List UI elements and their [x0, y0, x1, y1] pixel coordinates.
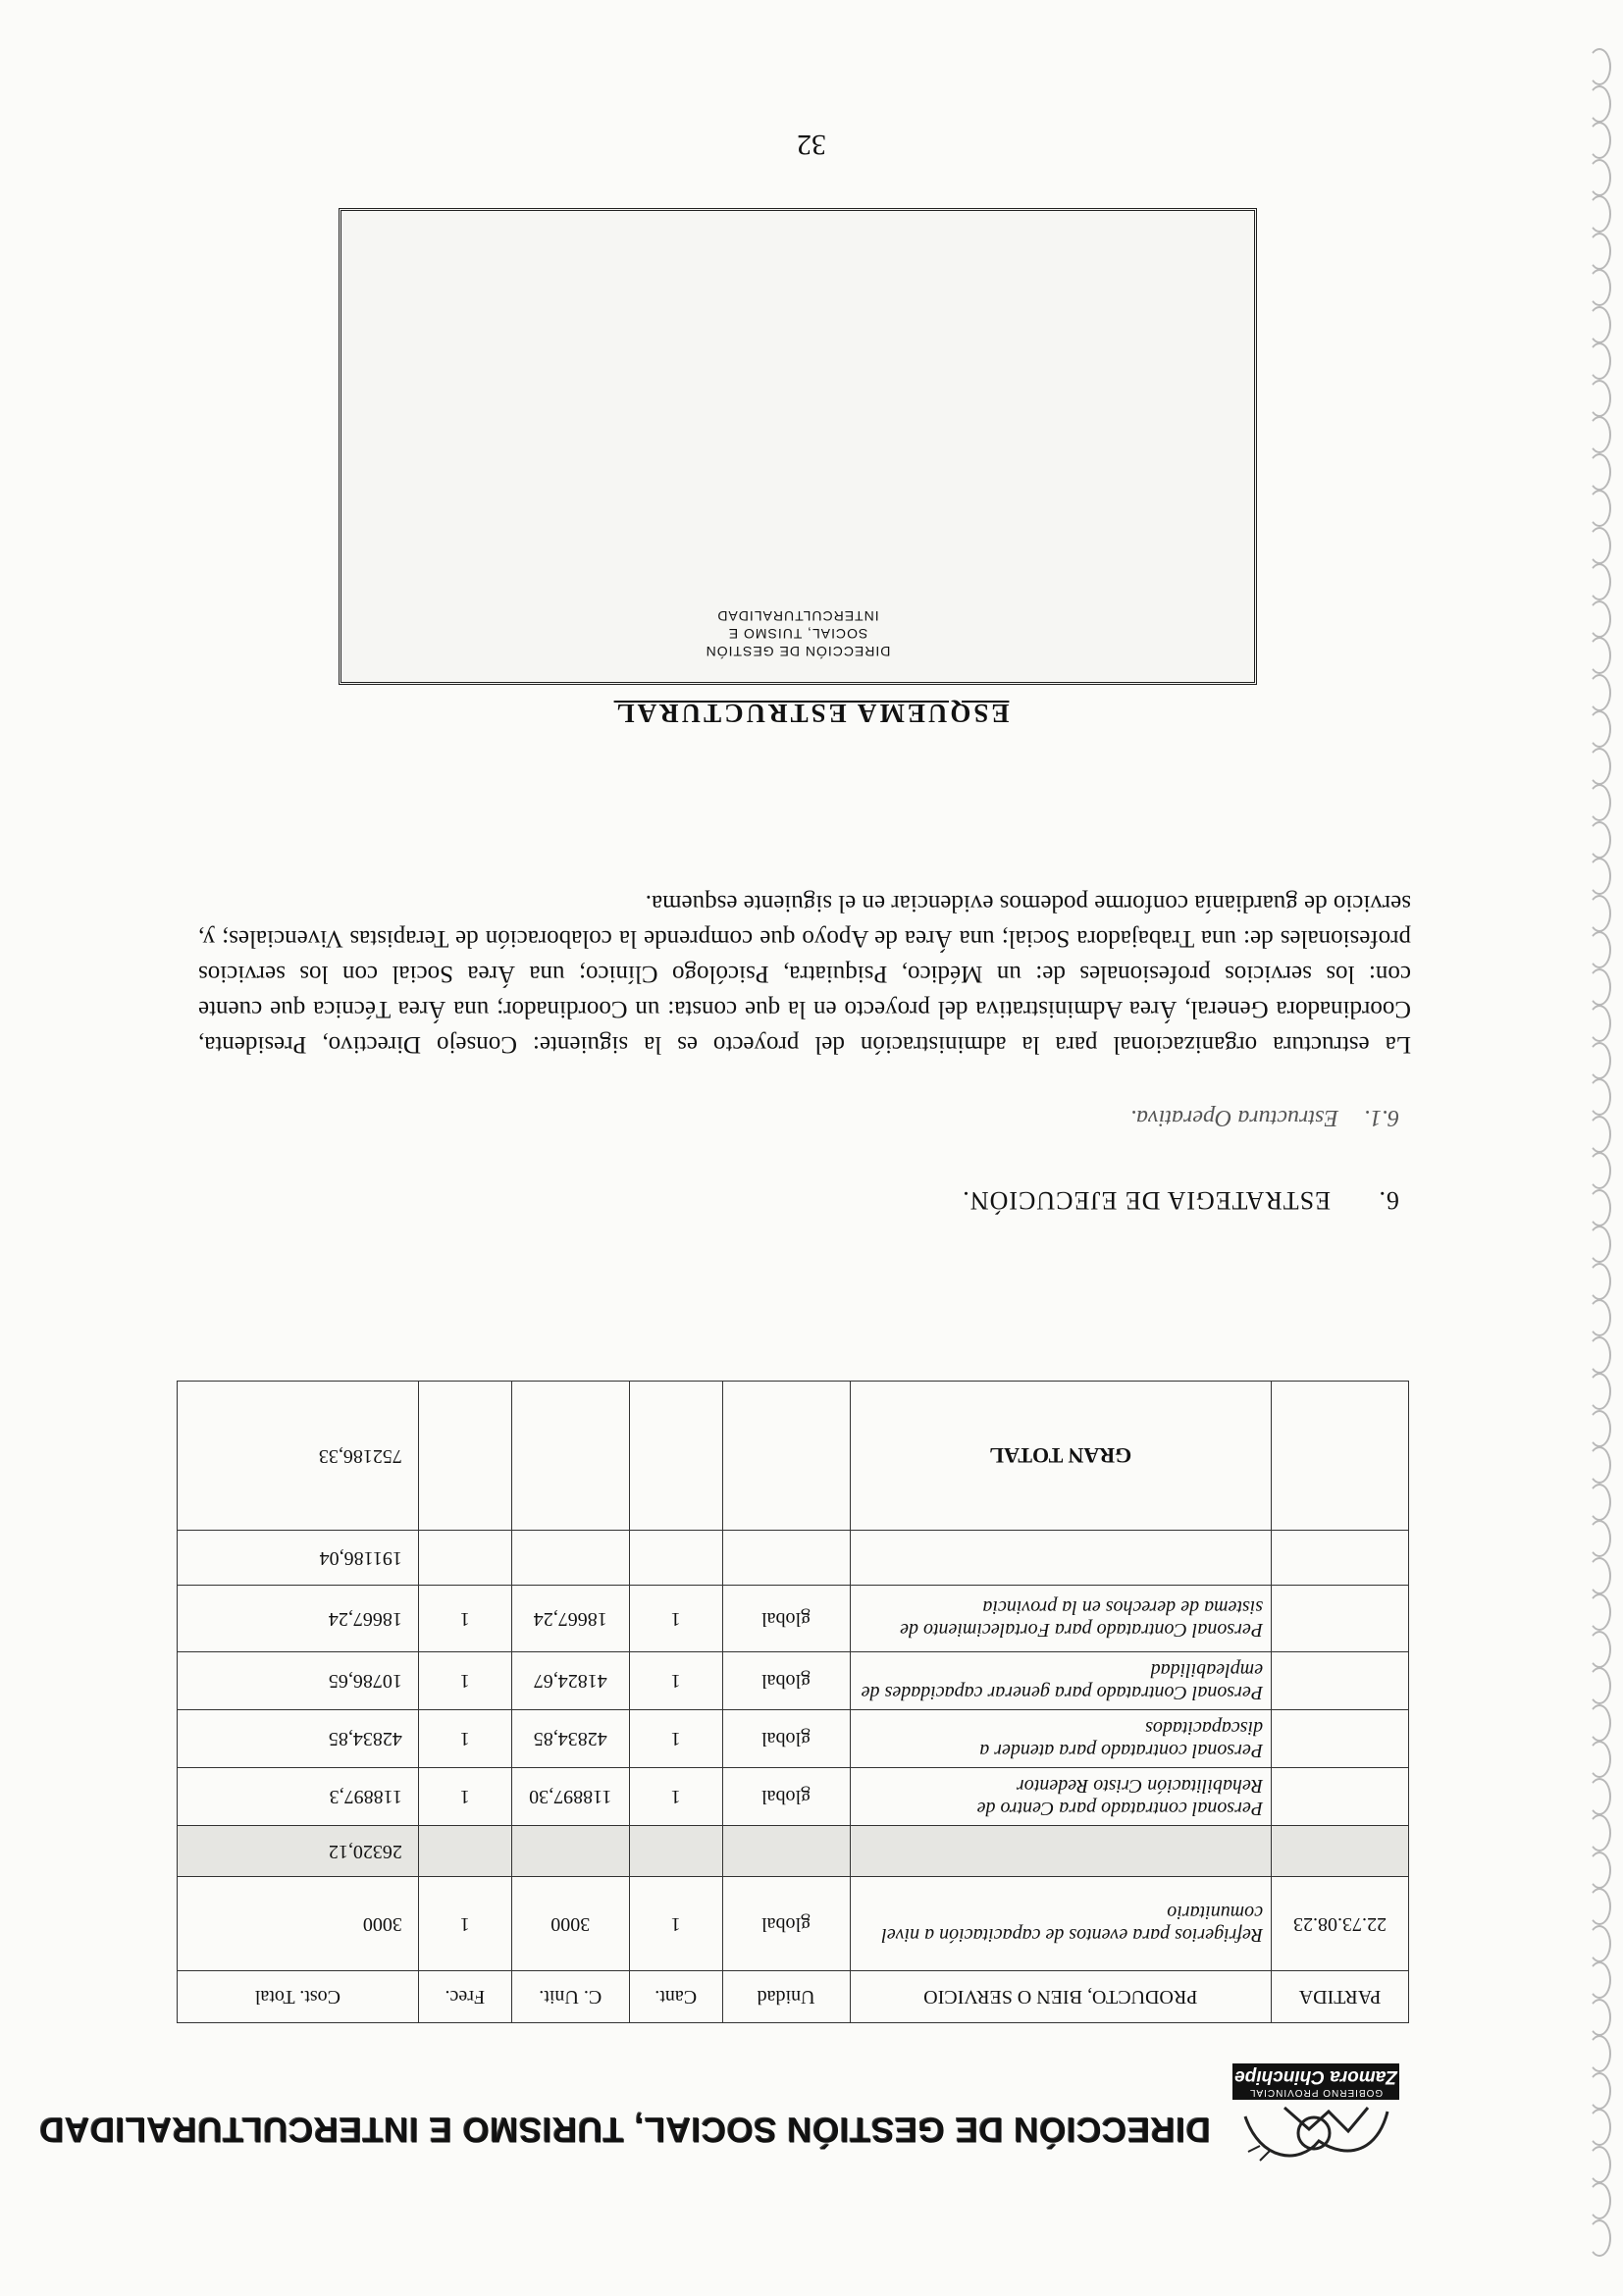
col-header-frec: Frec. — [418, 1971, 511, 2023]
binding-hole — [1588, 2219, 1611, 2257]
grand-total-value: 752186,33 — [178, 1382, 419, 1531]
binding-hole — [1588, 2183, 1611, 2220]
cell-cant — [629, 1531, 722, 1586]
binding-hole — [1588, 1594, 1611, 1632]
binding-hole — [1588, 1484, 1611, 1521]
binding-hole — [1588, 527, 1611, 564]
cell-frec — [418, 1826, 511, 1877]
binding-hole — [1588, 1447, 1611, 1485]
binding-hole — [1588, 821, 1611, 859]
col-header-c-unit: C. Unit. — [511, 1971, 629, 2023]
binding-hole — [1588, 1925, 1611, 1962]
cell-producto: Refrigerios para eventos de capacitación a nivel comunitario — [850, 1877, 1272, 1971]
section-6-1-heading — [1130, 1104, 1399, 1130]
budget-table — [177, 1381, 1409, 2023]
header-title: DIRECCIÓN DE GESTIÓN SOCIAL, TURISMO E INTERCULTURALIDAD — [38, 2111, 1211, 2149]
binding-hole — [1588, 895, 1611, 932]
cell-unidad: global — [722, 1652, 850, 1710]
binding-hole — [1588, 1521, 1611, 1558]
binding-hole — [1588, 1336, 1611, 1374]
cell-unidad: global — [722, 1710, 850, 1768]
cell-cant — [629, 1826, 722, 1877]
cell-unidad — [722, 1826, 850, 1877]
table-row — [178, 1586, 1409, 1652]
binding-hole — [1588, 1668, 1611, 1705]
cell-c-unit: 42834,85 — [511, 1710, 629, 1768]
cell-partida — [1272, 1382, 1409, 1531]
section-6-heading — [962, 1185, 1399, 1215]
document-header — [38, 2053, 1407, 2170]
cell-partida — [1272, 1652, 1409, 1710]
binding-hole — [1588, 638, 1611, 675]
cell-cost-total: 42834,85 — [178, 1710, 419, 1768]
spiral-binding — [1578, 39, 1617, 2257]
cell-unidad: global — [722, 1586, 850, 1652]
binding-hole — [1588, 1189, 1611, 1226]
binding-hole — [1588, 968, 1611, 1006]
cell-c-unit: 118897,30 — [511, 1768, 629, 1826]
table-row — [178, 1877, 1409, 1971]
cell-cost-total: 3000 — [178, 1877, 419, 1971]
cell-partida — [1272, 1531, 1409, 1586]
col-header-cant: Cant. — [629, 1971, 722, 2023]
binding-hole — [1588, 785, 1611, 822]
binding-hole — [1588, 417, 1611, 454]
cell-partida — [1272, 1586, 1409, 1652]
cell-unidad — [722, 1531, 850, 1586]
binding-hole — [1588, 1889, 1611, 1926]
cell-frec: 1 — [418, 1768, 511, 1826]
logo-emblem-icon — [1226, 2100, 1407, 2170]
binding-hole — [1588, 2110, 1611, 2147]
binding-hole — [1588, 1300, 1611, 1337]
binding-hole — [1588, 1079, 1611, 1117]
diagram-node-line: INTERCULTURALIDAD — [716, 608, 879, 624]
binding-hole — [1588, 1263, 1611, 1300]
binding-hole — [1588, 1962, 1611, 2000]
binding-hole — [1588, 1153, 1611, 1190]
binding-hole — [1588, 1557, 1611, 1594]
body-paragraph: La estructura organizacional para la administración del proyecto es la siguiente: Consejo Directivo, Presidenta, Coordinadora General, Área Administrativa del proyecto en la que consta: un Coordinador; una Área Técnica que cuente con: los servicios profesionales de: un Médico, Psiquiatra, Psicólogo Clínico; una Área Social con los servicios profesionales de: una Trabajadora Social; una Área de Apoyo que comprende la colaboración de Terapistas Vivenciales; y, servicio de guardianía conforme podemos evidenciar en el siguiente esquema. — [198, 890, 1411, 1058]
page-number: 32 — [797, 129, 826, 161]
binding-hole — [1588, 343, 1611, 381]
cell-frec: 1 — [418, 1652, 511, 1710]
table-row — [178, 1652, 1409, 1710]
binding-hole — [1588, 1631, 1611, 1668]
diagram-title: ESQUEMA ESTRUCTURAL — [613, 699, 1010, 728]
cell-frec — [418, 1382, 511, 1531]
binding-hole — [1588, 49, 1611, 86]
cell-c-unit — [511, 1382, 629, 1531]
binding-hole — [1588, 1742, 1611, 1779]
binding-hole — [1588, 1815, 1611, 1852]
col-header-cost-total: Cost. Total — [178, 1971, 419, 2023]
cell-producto — [850, 1531, 1272, 1586]
cell-c-unit: 3000 — [511, 1877, 629, 1971]
cell-producto: Personal contratado para Centro de Rehabilitación Cristo Redentor — [850, 1768, 1272, 1826]
table-row — [178, 1826, 1409, 1877]
cell-c-unit: 41824,67 — [511, 1652, 629, 1710]
section-6-1-number: 6.1. — [1364, 1105, 1399, 1130]
cell-cant: 1 — [629, 1586, 722, 1652]
binding-hole — [1588, 1704, 1611, 1742]
binding-hole — [1588, 491, 1611, 528]
binding-hole — [1588, 2146, 1611, 2183]
cell-producto — [850, 1826, 1272, 1877]
col-header-unidad: Unidad — [722, 1971, 850, 2023]
section-6-1-title: Estructura Operativa. — [1130, 1105, 1338, 1130]
binding-hole — [1588, 1778, 1611, 1815]
logo-line2: Zamora Chinchipe — [1234, 2066, 1397, 2087]
table-row — [178, 1710, 1409, 1768]
table-row — [178, 1768, 1409, 1826]
cell-cant: 1 — [629, 1652, 722, 1710]
logo-line1: GOBIERNO PROVINCIAL — [1248, 2087, 1384, 2098]
cell-c-unit — [511, 1826, 629, 1877]
binding-hole — [1588, 270, 1611, 307]
cell-c-unit: 18667,24 — [511, 1586, 629, 1652]
logo-text-block — [1232, 2063, 1399, 2100]
cell-frec: 1 — [418, 1710, 511, 1768]
binding-hole — [1588, 564, 1611, 601]
cell-cant: 1 — [629, 1877, 722, 1971]
cell-cant: 1 — [629, 1768, 722, 1826]
binding-hole — [1588, 1006, 1611, 1043]
structure-diagram — [339, 208, 1257, 685]
grand-total-row — [178, 1382, 1409, 1531]
binding-hole — [1588, 453, 1611, 491]
binding-hole — [1588, 159, 1611, 196]
binding-hole — [1588, 2036, 1611, 2073]
binding-hole — [1588, 85, 1611, 123]
cell-producto: Personal Contratado para Fortalecimiento de sistema de derechos en la provincia — [850, 1586, 1272, 1652]
table-row — [178, 1531, 1409, 1586]
binding-hole — [1588, 1999, 1611, 2036]
cell-c-unit — [511, 1531, 629, 1586]
binding-hole — [1588, 1852, 1611, 1889]
binding-hole — [1588, 859, 1611, 896]
cell-cant: 1 — [629, 1710, 722, 1768]
cell-unidad: global — [722, 1768, 850, 1826]
cell-frec: 1 — [418, 1877, 511, 1971]
cell-cost-total: 26320,12 — [178, 1826, 419, 1877]
diagram-node-line: DIRECCIÓN DE GESTIÓN — [705, 644, 891, 659]
cell-unidad: global — [722, 1877, 850, 1971]
cell-cost-total: 191186,04 — [178, 1531, 419, 1586]
col-header-partida: PARTIDA — [1272, 1971, 1409, 2023]
cell-unidad — [722, 1382, 850, 1531]
binding-hole — [1588, 932, 1611, 969]
binding-hole — [1588, 233, 1611, 270]
cell-cost-total: 18667,24 — [178, 1586, 419, 1652]
cell-partida — [1272, 1710, 1409, 1768]
binding-hole — [1588, 1226, 1611, 1264]
cell-cost-total: 118897,3 — [178, 1768, 419, 1826]
binding-hole — [1588, 1116, 1611, 1153]
table-header-row — [178, 1971, 1409, 2023]
cell-partida — [1272, 1768, 1409, 1826]
binding-hole — [1588, 600, 1611, 638]
grand-total-label: GRAN TOTAL — [850, 1382, 1272, 1531]
binding-hole — [1588, 306, 1611, 343]
section-6-number: 6. — [1378, 1186, 1399, 1215]
cell-frec — [418, 1531, 511, 1586]
binding-hole — [1588, 1410, 1611, 1447]
provincial-logo — [1226, 2061, 1407, 2170]
cell-producto: Personal contratado para atender a discapacitados — [850, 1710, 1272, 1768]
cell-producto: Personal Contratado para generar capacidades de empleabilidad — [850, 1652, 1272, 1710]
binding-hole — [1588, 196, 1611, 234]
binding-hole — [1588, 380, 1611, 417]
cell-partida: 22.73.08.23 — [1272, 1877, 1409, 1971]
cell-frec: 1 — [418, 1586, 511, 1652]
cell-cost-total: 10786,65 — [178, 1652, 419, 1710]
binding-hole — [1588, 748, 1611, 785]
diagram-node-line: SOCIAL, TUISMO E — [727, 626, 868, 642]
cell-cant — [629, 1382, 722, 1531]
binding-hole — [1588, 2072, 1611, 2110]
binding-hole — [1588, 1042, 1611, 1079]
binding-hole — [1588, 1374, 1611, 1411]
col-header-producto: PRODUCTO, BIEN O SERVICIO — [850, 1971, 1272, 2023]
cell-partida — [1272, 1826, 1409, 1877]
section-6-title: ESTRATEGIA DE EJECUCIÓN. — [962, 1186, 1331, 1215]
diagram-node-direccion — [341, 607, 1254, 660]
